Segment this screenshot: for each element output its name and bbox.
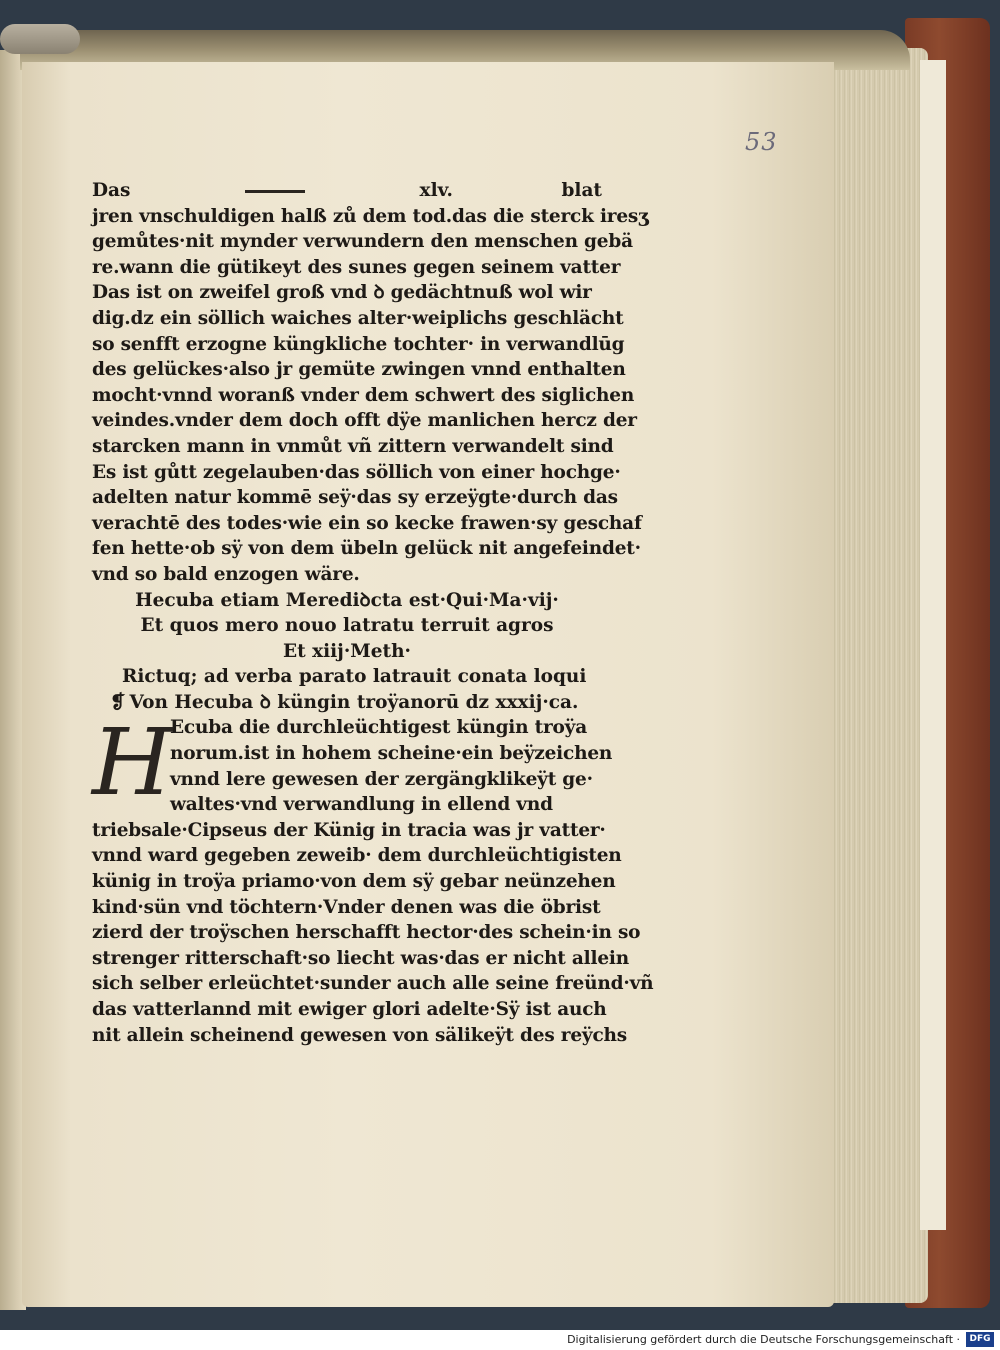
- text-line: vnnd ward gegeben zeweib· dem durchleüchtigisten: [92, 845, 622, 867]
- text-line: vnnd lere gewesen der zergängklikeÿt ge·: [170, 768, 593, 790]
- text-line: das vatterlannd mit ewiger glori adelte·Sÿ ist auch: [92, 999, 607, 1020]
- text-line: dig.dz ein söllich waiches alter·weiplichs geschlächt: [92, 307, 624, 329]
- text-line: Das ist on zweifel groß vnd ꝺ gedächtnuß wol wir: [92, 282, 592, 304]
- latin-quote-line: Et quos mero nouo latratu terruit agros: [140, 615, 554, 637]
- text-line: waltes·vnd verwandlung in ellend vnd: [170, 794, 553, 816]
- text-line: so senfft erzogne küngkliche tochter· in verwandlūg: [92, 333, 625, 355]
- dfg-logo: DFG: [966, 1332, 994, 1347]
- footer-credit: Digitalisierung gefördert durch die Deutsche Forschungsgemeinschaft ·: [567, 1333, 960, 1346]
- header-left: Das: [92, 180, 131, 201]
- text-line: starcken mann in vnmůt vñ zittern verwandelt sind: [92, 435, 614, 457]
- pilcrow-icon: ❡: [110, 691, 126, 713]
- text-line: strenger ritterschaft·so liecht was·das er nicht allein: [92, 947, 629, 969]
- text-line: zierd der troÿschen herschafft hector·des schein·in so: [92, 922, 641, 944]
- text-line: triebsale·Cipseus der Künig in tracia was jr vatter·: [92, 819, 606, 841]
- text-line: re.wann die gütikeyt des sunes gegen seinem vatter: [92, 256, 621, 278]
- initial-letter: H: [92, 709, 173, 817]
- text-line: Es ist gůtt zegelauben·das söllich von einer hochge·: [92, 461, 621, 483]
- latin-quote-line: Hecuba etiam Merediꝺcta est·Qui·Ma·vij·: [135, 589, 559, 611]
- text-line: verachtē des todes·wie ein so kecke frawen·sy geschaf: [92, 512, 642, 534]
- latin-quotation: [92, 588, 602, 665]
- chapter-heading-text: Von Hecuba ꝺ küngin troÿanorū dz xxxij·ca.: [129, 691, 579, 713]
- chapter-opening: [92, 709, 613, 817]
- page-edges-light: [920, 60, 946, 1230]
- text-line: des gelückes·also jr gemüte zwingen vnnd enthalten: [92, 359, 626, 381]
- text-line: sich selber erleüchtet·sunder auch alle seine freünd·vñ: [92, 973, 654, 995]
- header-rule: [239, 178, 311, 204]
- text-line: kind·sün vnd töchtern·Vnder denen was die öbrist: [92, 896, 601, 918]
- latin-quote-line: Et xiij·Meth·: [283, 640, 411, 662]
- text-line: mocht·vnnd woranß vnder dem schwert des siglichen: [92, 384, 635, 406]
- text-line: vnd so bald enzogen wäre.: [92, 563, 360, 585]
- header-right: blat: [561, 180, 602, 201]
- text-line: gemůtes·nit mynder verwundern den menschen gebä: [92, 231, 633, 253]
- header-center: xlv.: [419, 180, 453, 201]
- folio-number: 53: [745, 128, 778, 156]
- text-line: jren vnschuldigen halß zů dem tod.das die sterck iresʒ: [92, 205, 649, 227]
- footer-bar: [0, 1330, 1000, 1350]
- text-line: künig in troÿa priamo·von dem sÿ gebar neünzehen: [92, 871, 616, 893]
- page-edges: [828, 48, 928, 1303]
- text-line: veindes.vnder dem doch offt dÿe manlichen hercz der: [92, 410, 637, 432]
- text-block: [92, 178, 654, 1048]
- body-paragraph-2: [92, 818, 654, 1048]
- bookmark-ribbon: [0, 24, 80, 54]
- text-line: Ecuba die durchleüchtigest küngin troÿa: [170, 717, 587, 739]
- text-line: fen hette·ob sÿ von dem übeln gelück nit angefeindet·: [92, 538, 641, 560]
- latin-quote-line: Rictuq; ad verba parato latrauit conata loqui: [122, 666, 587, 688]
- text-line: norum.ist in hohem scheine·ein beÿzeichen: [170, 743, 613, 765]
- text-line: adelten natur kommē seÿ·das sy erzeÿgte·durch das: [92, 487, 618, 509]
- text-line: nit allein scheinend gewesen von sälikeÿt des reÿchs: [92, 1024, 627, 1046]
- running-header: [92, 178, 602, 204]
- body-paragraph-1: [92, 204, 649, 588]
